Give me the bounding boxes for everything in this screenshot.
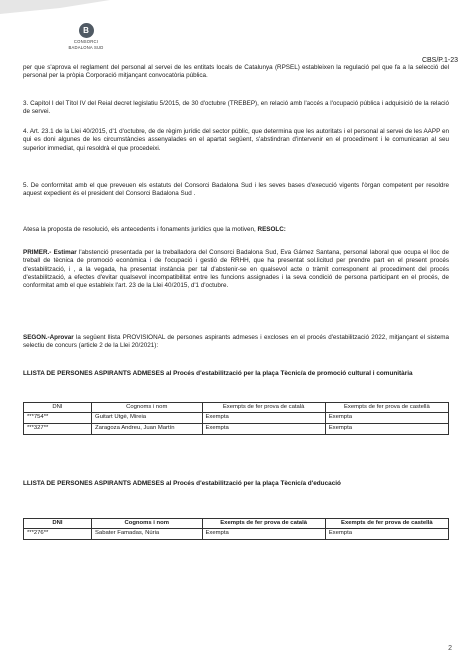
primer-text: l'abstenció presentada per la treballadora del Consorci Badalona Sud, Eva Gámez Santana, personal laboral que ocupa el lloc de treball de tècnica de promoció econòmica i de l'ocupació i gestió de RRHH, que ha presentat sol.licitud per prendre part en el present procés d'estabilització, i , a la vegada, ha presentat instància per tal d'abstenir-se en qualsevol acte o tràmit corresponent al procediment del procés d'estabilització, a efectes d'evitar qualsevol incompatibilitat entre les funcions assignades i la seva condició de persona participant en el procés, de conformitat amb el que estableix l'art. 23 de la Llei 40/2015, d'1 d'octubre.	[23, 249, 449, 290]
paragraph-3: 3. Capítol I del Títol IV del Reial decret legislatiu 5/2015, de 30 d'octubre (TREBEP), en relació amb l'accés a l'ocupació pública i adquisició de la relació de servei.	[23, 100, 449, 116]
primer-paragraph	[23, 249, 449, 290]
resolc-label: RESOLC:	[257, 226, 286, 233]
cell-dni: ***276**	[24, 529, 92, 540]
cell-castilian: Exempta	[325, 413, 448, 424]
paragraph-regulation: per que s'aprova el reglament del personal al servei de les entitats locals de Catalunya (RPSEL) estableixen la regulació pel que fa a la selecció del personal per la pròpia Corporació mitjançant convocatòria pública.	[23, 64, 449, 80]
column-header-name: Cognoms i nom	[92, 403, 203, 413]
paragraph-4: 4. Art. 23.1 de la Llei 40/2015, d'1 d'octubre, de de règim jurídic del sector públic, que determina que les autoritats i el personal al servei de les AAPP en qui es doni algunes de les circumstàncies assenyalades en el apartat següent, s'abstindran d'intervenir en el procediment i le comunicaran al seu superior immediat, qui resoldrà el que procedeixi.	[23, 128, 449, 152]
cell-name: Guitart Utgè, Mireia	[92, 413, 203, 424]
list1-table	[23, 402, 449, 435]
cell-dni: ***754**	[24, 413, 92, 424]
document-reference: CBS/P.1-23	[421, 57, 458, 64]
list2-table	[23, 518, 449, 540]
column-header-dni: DNI	[24, 519, 92, 529]
page-number: 2	[448, 645, 452, 652]
cell-catalan: Exempta	[202, 529, 325, 540]
column-header-castilian: Exempts de fer prova de castellà	[325, 519, 448, 529]
primer-label: PRIMER.- Estimar	[23, 249, 77, 256]
segon-text: la següent llista PROVISIONAL de persones aspirants admeses i excloses en el procés d'estabilització 2022, mitjançant el sistema selectiu de concurs (article 2 de la Llei 20/2021):	[23, 334, 449, 350]
cell-castilian: Exempta	[325, 529, 448, 540]
column-header-catalan: Exempts de fer prova de català	[202, 519, 325, 529]
paragraph-5: 5. De conformitat amb el que preveuen els estatuts del Consorci Badalona Sud i les seves bases d'execució vigents l'òrgan competent per resoldre aquest expedient és el president del Consorci Badalona Sud .	[23, 182, 449, 198]
cell-name: Zaragoza Andreu, Juan Martín	[92, 424, 203, 435]
cell-catalan: Exempta	[202, 424, 325, 435]
resolution-intro-text: Atesa la proposta de resolució, els antecedents i fonaments jurídics que la motiven,	[23, 226, 258, 233]
column-header-dni: DNI	[24, 403, 92, 413]
logo-text-line2: BADALONA SUD	[68, 45, 104, 50]
list2-title: LLISTA DE PERSONES ASPIRANTS ADMESES al Procés d'estabilització per la plaça Tècnic/a d'educació	[23, 480, 341, 487]
cell-dni: ***327**	[24, 424, 92, 435]
consorci-logo	[56, 23, 116, 50]
table-header-row	[24, 403, 449, 413]
scan-edge-mark	[0, 0, 110, 14]
logo-text-line1: CONSORCI	[73, 39, 99, 44]
resolution-intro	[23, 226, 449, 234]
table-row	[24, 529, 449, 540]
cell-castilian: Exempta	[325, 424, 448, 435]
column-header-name: Cognoms i nom	[92, 519, 203, 529]
list1-title: LLISTA DE PERSONES ASPIRANTS ADMESES al Procés d'estabilització per la plaça Tècnic/a de promoció cultural i comunitària	[23, 370, 413, 377]
table-row	[24, 424, 449, 435]
table-header-row	[24, 519, 449, 529]
table-row	[24, 413, 449, 424]
segon-paragraph	[23, 334, 449, 351]
segon-label: SEGON.-Aprovar	[23, 334, 74, 341]
cell-name: Sabater Famadas, Núria	[92, 529, 203, 540]
column-header-catalan: Exempts de fer prova de català	[202, 403, 325, 413]
logo-mark-icon: B	[79, 23, 94, 38]
cell-catalan: Exempta	[202, 413, 325, 424]
column-header-castilian: Exempts de fer prova de castellà	[325, 403, 448, 413]
